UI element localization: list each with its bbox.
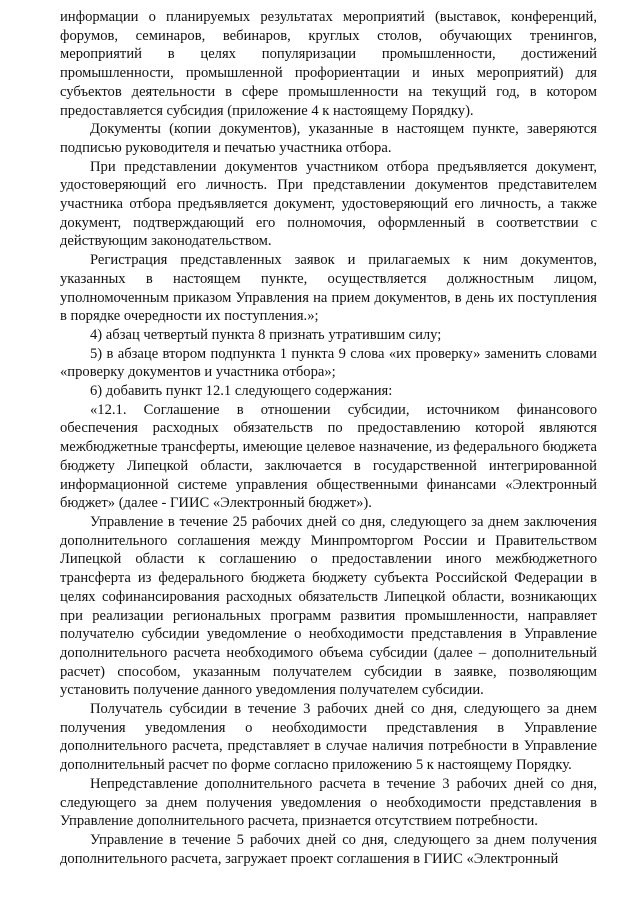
paragraph-item-6: 6) добавить пункт 12.1 следующего содержания:: [90, 383, 393, 400]
paragraph-identity-document: При представлении документов участником отбора предъявляется документ, удостоверяющий его личность. При представлении документов представителем участника отбора предъявляется документ, удостоверяющий его личность, а также документ, подтверждающий его полномочия, оформленный в соответствии с действующим законодательством.: [60, 158, 597, 250]
paragraph-documents-certification: Документы (копии документов), указанные в настоящем пункте, заверяются подписью руководителя и печатью участника отбора.: [60, 121, 597, 156]
paragraph-continuation: информации о планируемых результатах мероприятий (выставок, конференций, форумов, семинаров, вебинаров, круглых столов, обучающих тренингов, мероприятий в целях популяризации промышленности, достижений промышленности, промышленной профориентации и иных мероприятий) для субъектов деятельности в сфере промышленности на текущий год, в котором предоставляется субсидия (приложение 4 к настоящему Порядку).: [60, 9, 597, 119]
paragraph-clause-12-1: «12.1. Соглашение в отношении субсидии, источником финансового обеспечения расходных обязательств по предоставлению которой являются межбюджетные трансферты, имеющие целевое назначение, из федерального бюджета бюджету Липецкой области, заключается в государственной интегрированной информационной системе управления общественными финансами «Электронный бюджет» (далее - ГИИС «Электронный бюджет»).: [60, 401, 597, 512]
paragraph-non-submission: Непредставление дополнительного расчета в течение 3 рабочих дней со дня, следующего за днем получения уведомления о необходимости представления в Управление дополнительного расчета, признается отсутствием потребности.: [60, 775, 597, 830]
paragraph-registration: Регистрация представленных заявок и прилагаемых к ним документов, указанных в настоящем пункте, осуществляется должностным лицом, уполномоченным приказом Управления на прием документов, в день их поступления в порядке очередности их поступления.»;: [60, 252, 597, 325]
paragraph-item-5: 5) в абзаце втором подпункта 1 пункта 9 слова «их проверку» заменить словами «проверку документов и участника отбора»;: [60, 345, 597, 381]
paragraph-recipient-calculation: Получатель субсидии в течение 3 рабочих дней со дня, следующего за днем получения уведомления о необходимости представления в Управление дополнительного расчета, представляет в случае наличия потребности в Управление дополнительный расчет по форме согласно приложению 5 к настоящему Порядку.: [60, 701, 597, 774]
document-page: [60, 8, 597, 868]
paragraph-notification: Управление в течение 25 рабочих дней со дня, следующего за днем заключения дополнительного соглашения между Минпромторгом России и Правительством Липецкой области к соглашению о предоставлении иного межбюджетного трансферта из федерального бюджета бюджету субъекта Российской Федерации в целях софинансирования расходных обязательств Липецкой области, возникающих при реализации региональных программ развития промышленности, направляет получателю субсидии уведомление о необходимости представления в Управление дополнительного расчета необходимого объема субсидии (далее – дополнительный расчет) способом, указанным получателем субсидии в заявке, позволяющим установить получение данного уведомления получателем субсидии.: [60, 513, 597, 699]
paragraph-item-4: 4) абзац четвертый пункта 8 признать утратившим силу;: [90, 326, 442, 343]
paragraph-upload-agreement: Управление в течение 5 рабочих дней со дня, следующего за днем получения дополнительного расчета, загружает проект соглашения в ГИИС «Электронный: [60, 831, 597, 867]
